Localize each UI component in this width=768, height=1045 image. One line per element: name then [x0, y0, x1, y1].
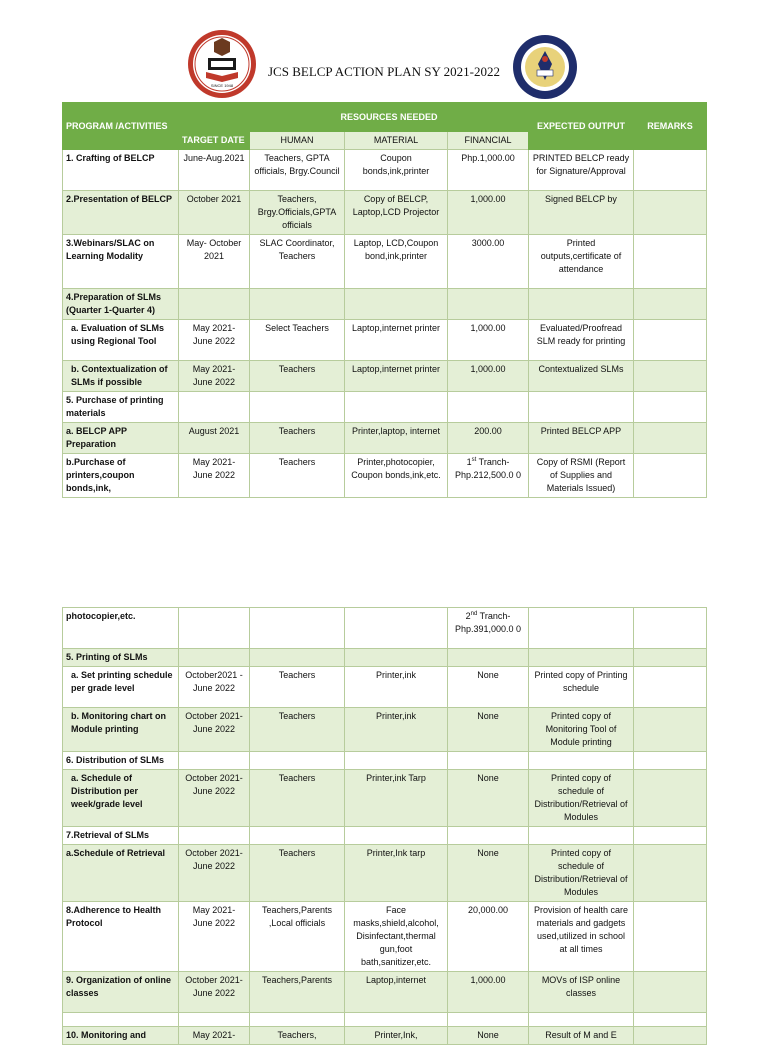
cell-material [345, 289, 448, 320]
cell-material: Coupon bonds,ink,printer [345, 150, 448, 191]
column-header-expected-output: EXPECTED OUTPUT [529, 103, 634, 150]
cell-program: b. Monitoring chart on Module printing [63, 708, 179, 752]
cell-human: Teachers,Parents ,Local officials [250, 902, 345, 972]
table-row [63, 708, 707, 752]
table-row [63, 667, 707, 708]
cell-material: Copy of BELCP, Laptop,LCD Projector [345, 191, 448, 235]
cell-expected-output: Printed outputs,certificate of attendance [529, 235, 634, 289]
action-plan-table-page2 [62, 607, 707, 1045]
cell-material: Face masks,shield,alcohol, Disinfectant,thermal gun,foot bath,sanitizer,etc. [345, 902, 448, 972]
cell-program: a. Evaluation of SLMs using Regional Tool [63, 320, 179, 361]
cell-material: Printer,photocopier, Coupon bonds,ink,etc. [345, 454, 448, 498]
cell-program: 2.Presentation of BELCP [63, 191, 179, 235]
cell-target-date [179, 1013, 250, 1027]
cell-program: 5. Printing of SLMs [63, 649, 179, 667]
cell-expected-output [529, 649, 634, 667]
cell-expected-output: Copy of RSMI (Report of Supplies and Materials Issued) [529, 454, 634, 498]
cell-expected-output [529, 392, 634, 423]
cell-financial [448, 1013, 529, 1027]
cell-target-date: October2021 - June 2022 [179, 667, 250, 708]
cell-target-date: May 2021- June 2022 [179, 454, 250, 498]
cell-human [250, 392, 345, 423]
table-row [63, 902, 707, 972]
cell-program: 10. Monitoring and [63, 1027, 179, 1045]
cell-expected-output: Printed copy of Printing schedule [529, 667, 634, 708]
cell-program: 3.Webinars/SLAC on Learning Modality [63, 235, 179, 289]
action-plan-table-page1 [62, 102, 707, 498]
cell-material: Printer,laptop, internet [345, 423, 448, 454]
column-header-material: MATERIAL [345, 132, 448, 150]
cell-human: Teachers, [250, 1027, 345, 1045]
cell-expected-output: Result of M and E [529, 1027, 634, 1045]
cell-financial: 3000.00 [448, 235, 529, 289]
table-row [63, 392, 707, 423]
cell-material: Printer,ink [345, 667, 448, 708]
cell-program: 1. Crafting of BELCP [63, 150, 179, 191]
cell-target-date [179, 752, 250, 770]
table-row [63, 827, 707, 845]
cell-program: 7.Retrieval of SLMs [63, 827, 179, 845]
cell-financial: 1,000.00 [448, 320, 529, 361]
cell-program: 9. Organization of online classes [63, 972, 179, 1013]
cell-remarks [634, 902, 707, 972]
cell-human: Teachers [250, 454, 345, 498]
cell-material: Printer,ink [345, 708, 448, 752]
school-seal-icon [186, 28, 258, 100]
cell-expected-output [529, 1013, 634, 1027]
cell-financial: Php.1,000.00 [448, 150, 529, 191]
cell-human: Select Teachers [250, 320, 345, 361]
cell-expected-output [529, 608, 634, 649]
table-row [63, 320, 707, 361]
cell-program: a.Schedule of Retrieval [63, 845, 179, 902]
cell-financial [448, 649, 529, 667]
cell-expected-output: Contextualized SLMs [529, 361, 634, 392]
cell-target-date [179, 608, 250, 649]
cell-target-date: May 2021- June 2022 [179, 361, 250, 392]
table-row [63, 1013, 707, 1027]
table-row [63, 1027, 707, 1045]
table-row [63, 608, 707, 649]
cell-remarks [634, 320, 707, 361]
cell-expected-output [529, 827, 634, 845]
cell-program: 4.Preparation of SLMs (Quarter 1-Quarter 4) [63, 289, 179, 320]
cell-financial: 200.00 [448, 423, 529, 454]
cell-human: Teachers [250, 770, 345, 827]
cell-target-date: May 2021- [179, 1027, 250, 1045]
cell-program: a. BELCP APP Preparation [63, 423, 179, 454]
cell-material: Printer,Ink tarp [345, 845, 448, 902]
cell-remarks [634, 827, 707, 845]
cell-program: 8.Adherence to Health Protocol [63, 902, 179, 972]
cell-material: Laptop,internet [345, 972, 448, 1013]
cell-program: 5. Purchase of printing materials [63, 392, 179, 423]
cell-program: a. Set printing schedule per grade level [63, 667, 179, 708]
cell-material [345, 752, 448, 770]
cell-human [250, 608, 345, 649]
table-row [63, 649, 707, 667]
cell-program: photocopier,etc. [63, 608, 179, 649]
cell-expected-output: Printed copy of schedule of Distribution/Retrieval of Modules [529, 770, 634, 827]
table-row [63, 454, 707, 498]
cell-target-date: October 2021- June 2022 [179, 770, 250, 827]
table-row [63, 845, 707, 902]
cell-material: Laptop,internet printer [345, 361, 448, 392]
cell-expected-output: MOVs of ISP online classes [529, 972, 634, 1013]
cell-target-date: May 2021- June 2022 [179, 320, 250, 361]
cell-program: b.Purchase of printers,coupon bonds,ink, [63, 454, 179, 498]
cell-expected-output: Signed BELCP by [529, 191, 634, 235]
cell-remarks [634, 1013, 707, 1027]
cell-target-date [179, 827, 250, 845]
column-header-target-date: TARGET DATE [179, 103, 250, 150]
cell-financial: None [448, 667, 529, 708]
cell-expected-output: Provision of health care materials and gadgets used,utilized in school at all times [529, 902, 634, 972]
cell-remarks [634, 235, 707, 289]
cell-material: Laptop,internet printer [345, 320, 448, 361]
cell-financial: 2nd Tranch- Php.391,000.0 0 [448, 608, 529, 649]
cell-remarks [634, 289, 707, 320]
column-header-resources: RESOURCES NEEDED [250, 103, 529, 132]
cell-program: 6. Distribution of SLMs [63, 752, 179, 770]
cell-program: a. Schedule of Distribution per week/grade level [63, 770, 179, 827]
cell-human: Teachers, GPTA officials, Brgy.Council [250, 150, 345, 191]
cell-remarks [634, 972, 707, 1013]
table-row [63, 191, 707, 235]
column-header-program: PROGRAM /ACTIVITIES [63, 103, 179, 150]
cell-target-date: October 2021-June 2022 [179, 845, 250, 902]
cell-financial: 1,000.00 [448, 361, 529, 392]
cell-human: Teachers [250, 708, 345, 752]
svg-text:SINCE 1948: SINCE 1948 [210, 83, 234, 88]
cell-human: Teachers [250, 423, 345, 454]
cell-remarks [634, 667, 707, 708]
cell-remarks [634, 454, 707, 498]
cell-human [250, 649, 345, 667]
cell-material [345, 392, 448, 423]
cell-expected-output [529, 289, 634, 320]
cell-financial: 20,000.00 [448, 902, 529, 972]
cell-material [345, 1013, 448, 1027]
cell-remarks [634, 649, 707, 667]
table-row [63, 770, 707, 827]
cell-target-date: June-Aug.2021 [179, 150, 250, 191]
cell-material: Laptop, LCD,Coupon bond,ink,printer [345, 235, 448, 289]
cell-material [345, 827, 448, 845]
cell-remarks [634, 708, 707, 752]
cell-human: Teachers,Parents [250, 972, 345, 1013]
table-row [63, 289, 707, 320]
cell-human: SLAC Coordinator, Teachers [250, 235, 345, 289]
cell-human: Teachers [250, 845, 345, 902]
cell-expected-output: Printed BELCP APP [529, 423, 634, 454]
table-row [63, 972, 707, 1013]
cell-human [250, 1013, 345, 1027]
cell-target-date: October 2021-June 2022 [179, 972, 250, 1013]
cell-material [345, 608, 448, 649]
cell-program [63, 1013, 179, 1027]
cell-remarks [634, 770, 707, 827]
cell-financial [448, 289, 529, 320]
cell-financial: 1st Tranch- Php.212,500.0 0 [448, 454, 529, 498]
column-header-financial: FINANCIAL [448, 132, 529, 150]
document-header [186, 28, 578, 104]
cell-remarks [634, 752, 707, 770]
cell-target-date [179, 392, 250, 423]
table-row [63, 150, 707, 191]
cell-expected-output: Evaluated/Proofread SLM ready for printing [529, 320, 634, 361]
cell-financial [448, 392, 529, 423]
cell-expected-output: Printed copy of schedule of Distribution/Retrieval of Modules [529, 845, 634, 902]
cell-human: Teachers [250, 667, 345, 708]
cell-financial [448, 752, 529, 770]
cell-financial: 1,000.00 [448, 972, 529, 1013]
cell-remarks [634, 423, 707, 454]
cell-financial: None [448, 845, 529, 902]
page-title: JCS BELCP ACTION PLAN SY 2021-2022 [268, 64, 500, 79]
cell-target-date: May- October 2021 [179, 235, 250, 289]
deped-seal-icon [512, 34, 578, 100]
cell-material: Printer,Ink, [345, 1027, 448, 1045]
column-header-human: HUMAN [250, 132, 345, 150]
cell-human: Teachers [250, 361, 345, 392]
column-header-remarks: REMARKS [634, 103, 707, 150]
cell-target-date [179, 289, 250, 320]
cell-human: Teachers, Brgy.Officials,GPTA officials [250, 191, 345, 235]
cell-financial [448, 827, 529, 845]
cell-human [250, 289, 345, 320]
cell-program: b. Contextualization of SLMs if possible [63, 361, 179, 392]
cell-target-date [179, 649, 250, 667]
table-row [63, 752, 707, 770]
cell-expected-output [529, 752, 634, 770]
cell-target-date: May 2021- June 2022 [179, 902, 250, 972]
cell-financial: 1,000.00 [448, 191, 529, 235]
cell-remarks [634, 191, 707, 235]
cell-remarks [634, 150, 707, 191]
cell-remarks [634, 608, 707, 649]
cell-remarks [634, 392, 707, 423]
table-row [63, 361, 707, 392]
cell-expected-output: Printed copy of Monitoring Tool of Module printing [529, 708, 634, 752]
cell-material [345, 649, 448, 667]
cell-financial: None [448, 1027, 529, 1045]
cell-target-date: October 2021 [179, 191, 250, 235]
table-row [63, 235, 707, 289]
cell-human [250, 752, 345, 770]
cell-financial: None [448, 708, 529, 752]
cell-financial: None [448, 770, 529, 827]
cell-expected-output: PRINTED BELCP ready for Signature/Approval [529, 150, 634, 191]
cell-remarks [634, 1027, 707, 1045]
cell-material: Printer,ink Tarp [345, 770, 448, 827]
cell-target-date: August 2021 [179, 423, 250, 454]
cell-remarks [634, 361, 707, 392]
cell-remarks [634, 845, 707, 902]
cell-human [250, 827, 345, 845]
table-row [63, 423, 707, 454]
cell-target-date: October 2021-June 2022 [179, 708, 250, 752]
